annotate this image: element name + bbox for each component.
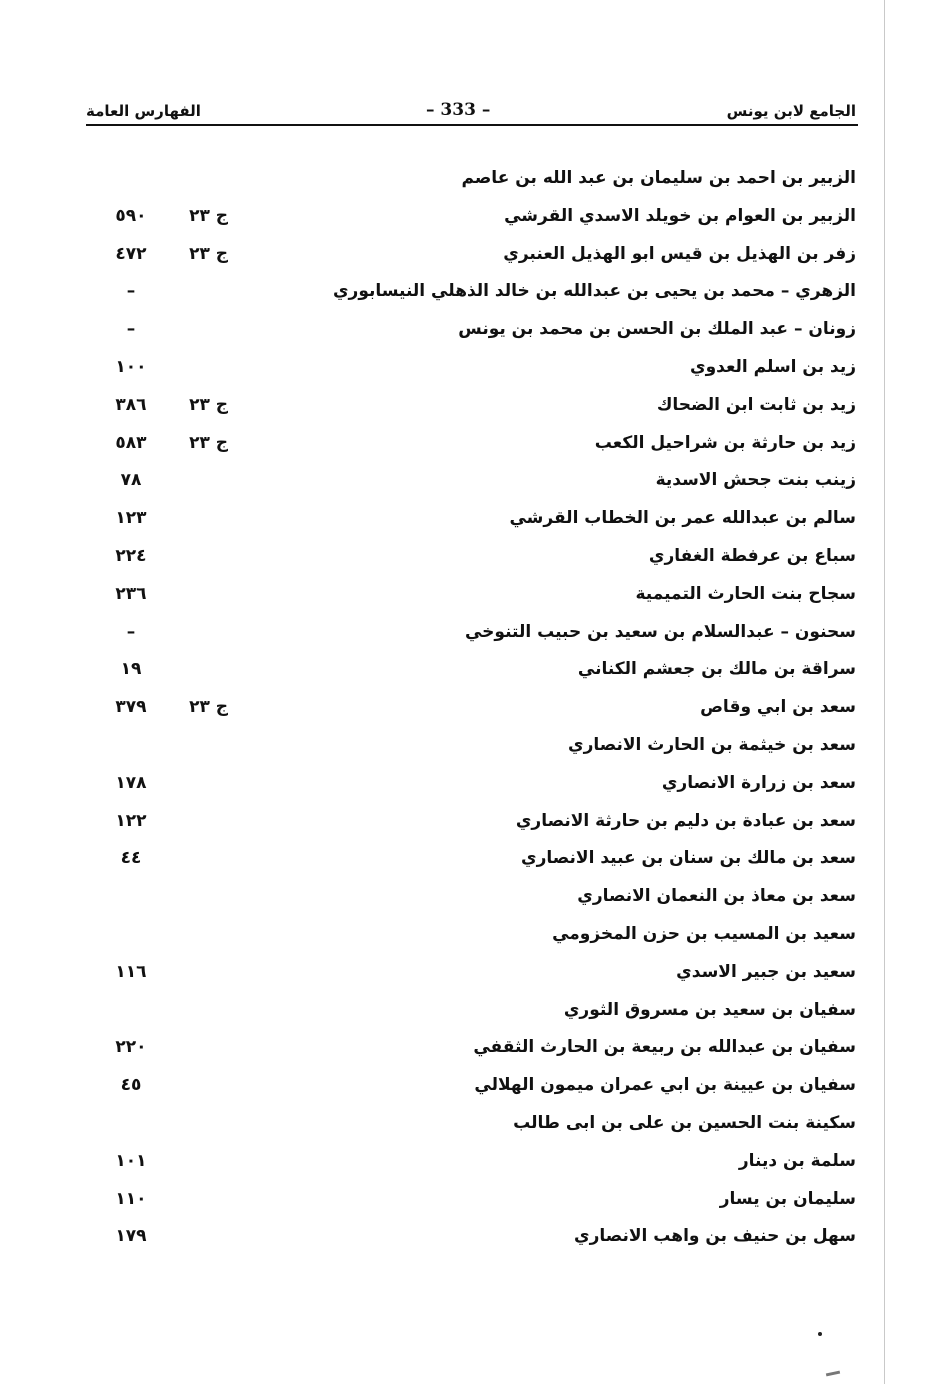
index-entry: [100, 428, 860, 466]
entry-name: سفيان بن سعيد بن مسروق الثوري: [563, 999, 856, 1020]
entry-volume: ج ٢٣: [189, 243, 228, 264]
entry-name: سعد بن عبادة بن دليم بن حارثة الانصاري: [515, 810, 856, 831]
index-entry: [100, 881, 860, 919]
section-title: الفهارس العامة: [86, 102, 201, 120]
corner-mark: [826, 1371, 840, 1377]
entry-page-ref: –: [126, 319, 136, 340]
index-entry: [100, 617, 860, 655]
entry-page-ref: ١٠١: [115, 1150, 147, 1171]
page-edge-line: [884, 0, 885, 1384]
page-number: – 333 –: [426, 100, 491, 120]
entry-page-ref: ١١٠: [115, 1188, 147, 1209]
entry-name: سعيد بن المسيب بن حزن المخزومي: [552, 923, 856, 944]
index-entry: [100, 1108, 860, 1146]
entry-name: سحنون – عبدالسلام بن سعيد بن حبيب التنوخي: [464, 621, 856, 642]
entry-volume: ج ٢٣: [189, 697, 228, 718]
index-entry: [100, 654, 860, 692]
index-entry: [100, 201, 860, 239]
entry-volume: ج ٢٣: [189, 205, 228, 226]
index-entry: [100, 1146, 860, 1184]
entry-name: زونان – عبد الملك بن الحسن بن محمد بن يونس: [458, 319, 856, 340]
entry-name: زيد بن اسلم العدوي: [689, 356, 856, 377]
index-entry: [100, 352, 860, 390]
entry-page-ref: ١٧٩: [115, 1226, 147, 1247]
entry-page-ref: ١٢٣: [115, 508, 147, 529]
index-entry: [100, 1221, 860, 1259]
entry-page-ref: ٢٢٠: [115, 1037, 147, 1058]
entry-name: سفيان بن عبدالله بن ربيعة بن الحارث الثقفي: [473, 1037, 856, 1058]
entry-name: سكينة بنت الحسين بن على بن ابى طالب: [513, 1112, 856, 1133]
index-entry: [100, 957, 860, 995]
entry-page-ref: ٤٥: [120, 1075, 142, 1096]
entry-name: الزبير بن العوام بن خويلد الاسدي القرشي: [504, 205, 856, 226]
entry-page-ref: ٤٤: [120, 848, 142, 869]
entry-name: سجاح بنت الحارث التميمية: [635, 583, 856, 604]
index-entry: [100, 163, 860, 201]
entry-name: سعد بن خيثمة بن الحارث الانصاري: [567, 734, 856, 755]
entry-name: سراقة بن مالك بن جعشم الكناني: [577, 659, 856, 680]
entry-name: سعيد بن جبير الاسدي: [676, 961, 856, 982]
index-list: [100, 163, 860, 1259]
entry-name: سعد بن زرارة الانصاري: [661, 772, 856, 793]
index-entry: [100, 239, 860, 277]
entry-name: سعد بن مالك بن سنان بن عبيد الانصاري: [521, 848, 856, 869]
index-entry: [100, 1070, 860, 1108]
entry-name: زيد بن ثابت ابن الضحاك: [656, 394, 856, 415]
entry-page-ref: –: [126, 281, 136, 302]
index-entry: [100, 276, 860, 314]
entry-name: سباع بن عرفطة الغفاري: [648, 545, 856, 566]
entry-page-ref: ١٢٢: [115, 810, 147, 831]
index-entry: [100, 1032, 860, 1070]
entry-name: سعد بن معاذ بن النعمان الانصاري: [577, 886, 856, 907]
entry-page-ref: ١٧٨: [115, 772, 147, 793]
index-entry: [100, 919, 860, 957]
book-title: الجامع لابن يونس: [726, 102, 856, 120]
page-header: [86, 100, 858, 126]
index-entry: [100, 995, 860, 1033]
index-entry: [100, 1184, 860, 1222]
entry-page-ref: ٧٨: [120, 470, 142, 491]
entry-name: زيد بن حارثة بن شراحيل الكعب: [594, 432, 856, 453]
index-entry: [100, 314, 860, 352]
entry-name: الزبير بن احمد بن سليمان بن عبد الله بن عاصم: [461, 168, 856, 188]
entry-name: زينب بنت جحش الاسدية: [655, 470, 856, 491]
entry-page-ref: ١٠٠: [115, 356, 147, 377]
index-entry: [100, 503, 860, 541]
entry-page-ref: ٥٨٣: [115, 432, 147, 453]
entry-name: زفر بن الهذيل بن قيس ابو الهذيل العنبري: [503, 243, 856, 264]
entry-name: الزهري – محمد بن يحيى بن عبدالله بن خالد الذهلي النيسابوري: [332, 281, 856, 302]
entry-name: سلمة بن دينار: [738, 1150, 856, 1171]
ink-dot: [818, 1332, 822, 1336]
entry-volume: ج ٢٣: [189, 394, 228, 415]
entry-page-ref: ٣٧٩: [115, 697, 147, 718]
index-entry: [100, 806, 860, 844]
entry-page-ref: ٢٣٦: [115, 583, 147, 604]
index-entry: [100, 843, 860, 881]
entry-page-ref: ١٩: [120, 659, 142, 680]
index-entry: [100, 390, 860, 428]
entry-name: سالم بن عبدالله عمر بن الخطاب القرشي: [509, 508, 856, 529]
entry-page-ref: ١١٦: [115, 961, 147, 982]
index-entry: [100, 692, 860, 730]
entry-name: سفيان بن عيينة بن ابي عمران ميمون الهلالي: [474, 1075, 856, 1096]
entry-name: سعد بن ابي وقاص: [700, 697, 856, 718]
entry-name: سهل بن حنيف بن واهب الانصاري: [574, 1226, 856, 1247]
index-entry: [100, 465, 860, 503]
entry-page-ref: ٥٩٠: [115, 205, 147, 226]
index-entry: [100, 541, 860, 579]
entry-page-ref: ٤٧٢: [115, 243, 147, 264]
header-rule: [86, 124, 858, 126]
entry-volume: ج ٢٣: [189, 432, 228, 453]
entry-page-ref: ٣٨٦: [115, 394, 147, 415]
entry-name: سليمان بن يسار: [719, 1188, 856, 1209]
index-entry: [100, 579, 860, 617]
index-entry: [100, 768, 860, 806]
entry-page-ref: ٢٢٤: [115, 545, 147, 566]
entry-page-ref: –: [126, 621, 136, 642]
index-entry: [100, 730, 860, 768]
